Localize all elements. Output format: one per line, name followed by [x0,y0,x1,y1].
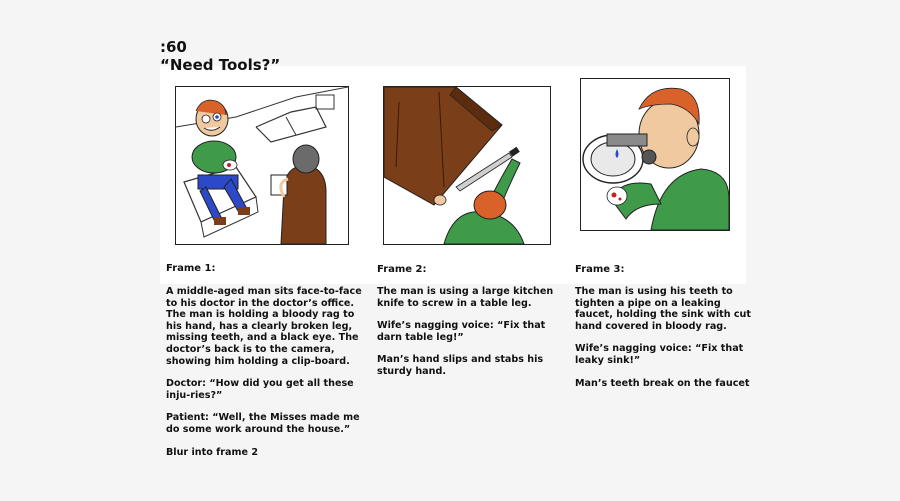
frame-1-paragraph: A middle-aged man sits face-to-face to his doctor in the doctor’s office. The man is holding a bloody rag to his hand, has a clearly broken leg, missing teeth, and a black eye. The doctor’s back is to the camera, showing him holding a clip-board. [166,286,362,367]
storyboard-header [160,38,280,74]
frame-3-paragraph: Wife’s nagging voice: “Fix that leaky sink!” [575,343,744,366]
frame-2-paragraph: The man is using a large kitchen knife to screw in a table leg. [377,286,554,309]
frame-1-paragraph: Blur into frame 2 [166,446,259,458]
frame-3-paragraph: Man’s teeth break on the faucet [575,377,750,389]
frame-3-illustration [580,78,730,231]
frame-1-illustration [175,86,349,245]
frame-2-paragraph: Wife’s nagging voice: “Fix that darn table leg!” [377,320,546,343]
frame-3-label: Frame 3: [575,264,625,275]
frame-2-label: Frame 2: [377,264,427,275]
frame-2-illustration [383,86,551,245]
frame-2-paragraph: Man’s hand slips and stabs his sturdy hand. [377,354,544,377]
frame-1-label: Frame 1: [166,263,216,274]
frame-1-paragraph: Patient: “Well, the Misses made me do some work around the house.” [166,412,360,435]
frame-3-description [575,286,751,400]
frame-1-paragraph: Doctor: “How did you get all these inju-ries?” [166,378,354,401]
storyboard-title: “Need Tools?” [160,56,281,74]
frame-1-description [166,286,370,469]
frame-2-description [377,286,567,389]
spot-duration: :60 [160,38,187,56]
frame-3-paragraph: The man is using his teeth to tighten a pipe on a leaking faucet, holding the sink with cut hand covered in bloody rag. [575,286,751,332]
